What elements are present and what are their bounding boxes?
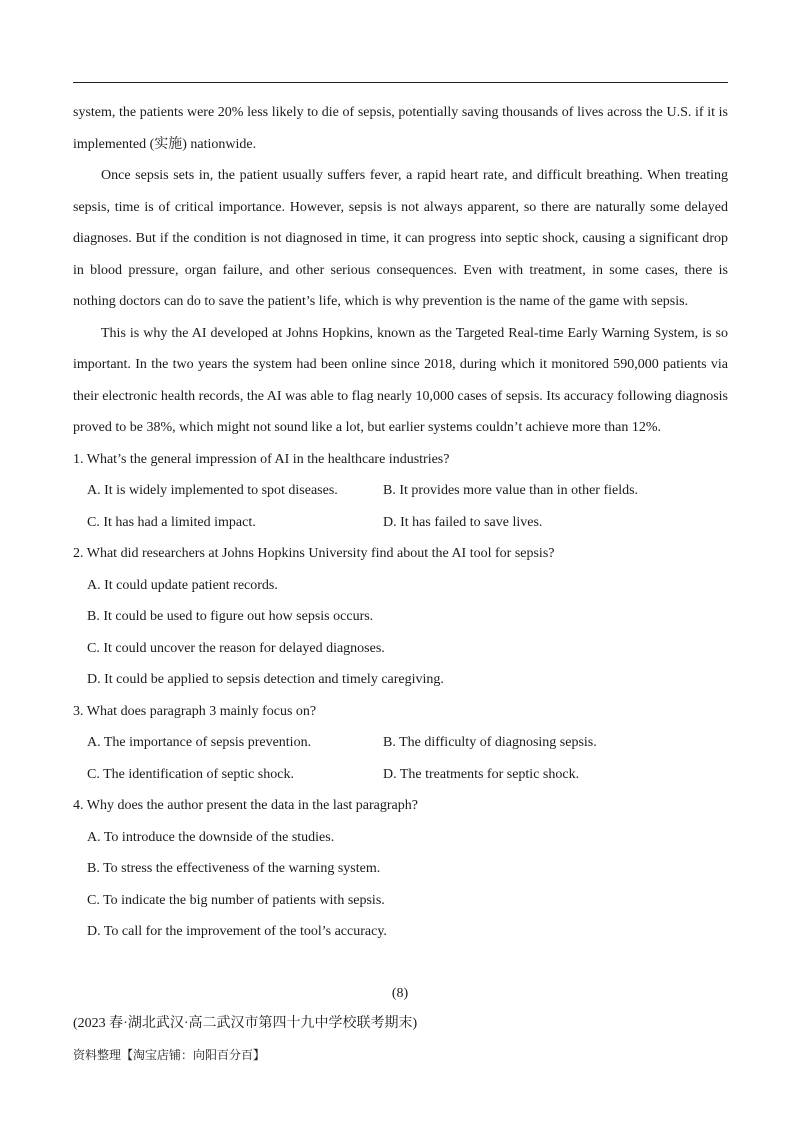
question-2-option-a[interactable]: A. It could update patient records. bbox=[87, 577, 278, 593]
question-1-option-a[interactable]: A. It is widely implemented to spot diseases. bbox=[87, 483, 338, 498]
question-2-option-b[interactable]: B. It could be used to figure out how sepsis occurs. bbox=[87, 609, 374, 624]
question-3-option-d[interactable]: D. The treatments for septic shock. bbox=[383, 766, 580, 782]
question-3-option-a[interactable]: A. The importance of sepsis prevention. bbox=[87, 735, 312, 750]
question-4-option-b[interactable]: B. To stress the effectiveness of the warning system. bbox=[87, 861, 381, 876]
document-body bbox=[73, 97, 728, 948]
question-3 bbox=[73, 696, 728, 791]
source-citation: (2023 春·湖北武汉·高二武汉市第四十九中学校联考期末) bbox=[73, 1016, 418, 1031]
question-1-option-d[interactable]: D. It has failed to save lives. bbox=[383, 514, 543, 530]
question-1-option-c[interactable]: C. It has had a limited impact. bbox=[87, 514, 256, 530]
question-3-stem: 3. What does paragraph 3 mainly focus on? bbox=[73, 703, 317, 719]
header-rule bbox=[73, 82, 728, 83]
passage-paragraph-2: Once sepsis sets in, the patient usually suffers fever, a rapid heart rate, and difficult breathing. When treating sepsis, time is of critical importance. However, sepsis is not always apparent, so there are naturally some delayed diagnoses. But if the condition is not diagnosed in time, it can progress into septic shock, causing a significant drop in blood pressure, organ failure, and other serious consequences. Even with treatment, in some cases, there is nothing doctors can do to save the patient’s life, which is why prevention is the name of the game with sepsis. bbox=[73, 168, 728, 309]
question-4-options bbox=[73, 822, 728, 948]
question-2-option-c[interactable]: C. It could uncover the reason for delayed diagnoses. bbox=[87, 640, 385, 656]
passage-paragraph-1: system, the patients were 20% less likely to die of sepsis, potentially saving thousands of lives across the U.S. if it is implemented (实施) nationwide. bbox=[73, 105, 728, 152]
question-4-option-d[interactable]: D. To call for the improvement of the tool’s accuracy. bbox=[87, 924, 387, 939]
question-3-options bbox=[73, 727, 728, 790]
question-2-options bbox=[73, 570, 728, 696]
question-3-option-c[interactable]: C. The identification of septic shock. bbox=[87, 766, 294, 782]
question-1-stem: 1. What’s the general impression of AI in the healthcare industries? bbox=[73, 451, 450, 467]
question-2 bbox=[73, 538, 728, 696]
page-number: (8) bbox=[391, 986, 409, 1001]
question-1 bbox=[73, 444, 728, 539]
question-4-option-a[interactable]: A. To introduce the downside of the studies. bbox=[87, 829, 335, 845]
question-4-stem: 4. Why does the author present the data in the last paragraph? bbox=[73, 798, 418, 813]
question-4 bbox=[73, 790, 728, 948]
question-1-option-b[interactable]: B. It provides more value than in other fields. bbox=[383, 483, 639, 498]
question-3-option-b[interactable]: B. The difficulty of diagnosing sepsis. bbox=[383, 735, 597, 750]
question-4-option-c[interactable]: C. To indicate the big number of patients with sepsis. bbox=[87, 892, 385, 908]
question-1-options bbox=[73, 475, 728, 538]
credit-line: 资料整理【淘宝店铺：向阳百分百】 bbox=[73, 1048, 266, 1062]
passage-paragraph-3: This is why the AI developed at Johns Hopkins, known as the Targeted Real-time Early Warning System, is so important. In the two years the system had been online since 2018, during which it monitored 590,000 patients via their electronic health records, the AI was able to flag nearly 10,000 cases of sepsis. Its accuracy following diagnosis proved to be 38%, which might not sound like a lot, but earlier systems couldn’t achieve more than 12%. bbox=[73, 325, 728, 435]
question-2-stem: 2. What did researchers at Johns Hopkins University find about the AI tool for sepsis? bbox=[73, 546, 555, 561]
question-2-option-d[interactable]: D. It could be applied to sepsis detection and timely caregiving. bbox=[87, 672, 444, 687]
